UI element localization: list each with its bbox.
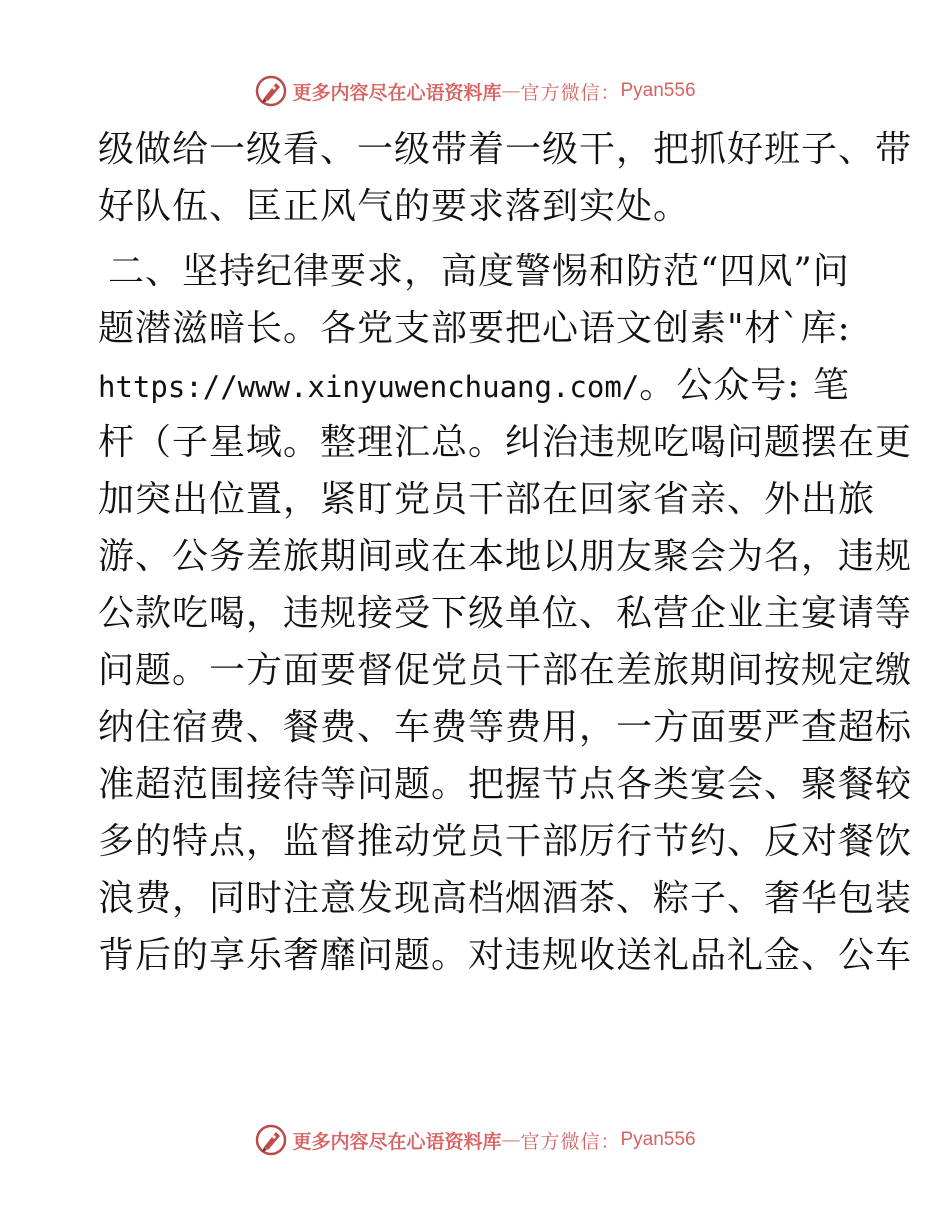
section-heading-line: 二、坚持纪律要求，高度警惕和防范“四风”问 — [108, 251, 850, 292]
wechat-label: 官方微信： — [520, 1130, 621, 1153]
brand-text: 更多内容尽在心语资料库 — [292, 1130, 502, 1153]
body-line-4: 题潜滋暗长。各党支部要把心语文创素"材`库: — [98, 308, 851, 349]
body-line-7: 加突出位置，紧盯党员干部在回家省亲、外出旅 — [98, 479, 876, 520]
wechat-id: Pyan556 — [620, 1129, 696, 1150]
paragraph-gap — [98, 235, 858, 243]
wechat-id: Pyan556 — [620, 80, 696, 101]
body-line-10: 问题。一方面要督促党员干部在差旅期间按规定缴 — [98, 650, 913, 691]
banner-separator: — — [501, 80, 521, 102]
body-line-2: 好队伍、匡正风气的要求落到实处。 — [98, 186, 691, 227]
body-line-12: 准超范围接待等问题。把握节点各类宴会、聚餐较 — [98, 764, 913, 805]
body-line-1: 级做给一级看、一级带着一级干，把抓好班子、带 — [98, 129, 913, 170]
pen-nib-logo-icon — [254, 74, 288, 108]
body-line-5-tail: 。公众号: 笔 — [639, 365, 850, 406]
body-line-13: 多的特点，监督推动党员干部厉行节约、反对餐饮 — [98, 821, 913, 862]
body-line-9: 公款吃喝，违规接受下级单位、私营企业主宴请等 — [98, 593, 913, 634]
brand-text: 更多内容尽在心语资料库 — [292, 81, 502, 104]
pen-nib-logo-icon — [254, 1123, 288, 1157]
body-line-6: 杆（子星域。整理汇总。纠治违规吃喝问题摆在更 — [98, 422, 913, 463]
body-line-11: 纳住宿费、餐费、车费等费用，一方面要严查超标 — [98, 707, 913, 748]
body-line-14: 浪费，同时注意发现高档烟酒茶、粽子、奢华包装 — [98, 878, 913, 919]
document-body — [98, 121, 913, 984]
footer-banner — [0, 1120, 950, 1160]
body-line-15: 背后的享乐奢靡问题。对违规收送礼品礼金、公车 — [98, 935, 913, 976]
wechat-label: 官方微信： — [520, 81, 621, 104]
website-url: https://www.xinyuwenchuang.com/ — [98, 370, 640, 404]
banner-separator: — — [501, 1129, 521, 1151]
header-banner — [0, 71, 950, 111]
body-line-8: 游、公务差旅期间或在本地以朋友聚会为名，违规 — [98, 536, 913, 577]
body-line-5 — [98, 357, 858, 414]
